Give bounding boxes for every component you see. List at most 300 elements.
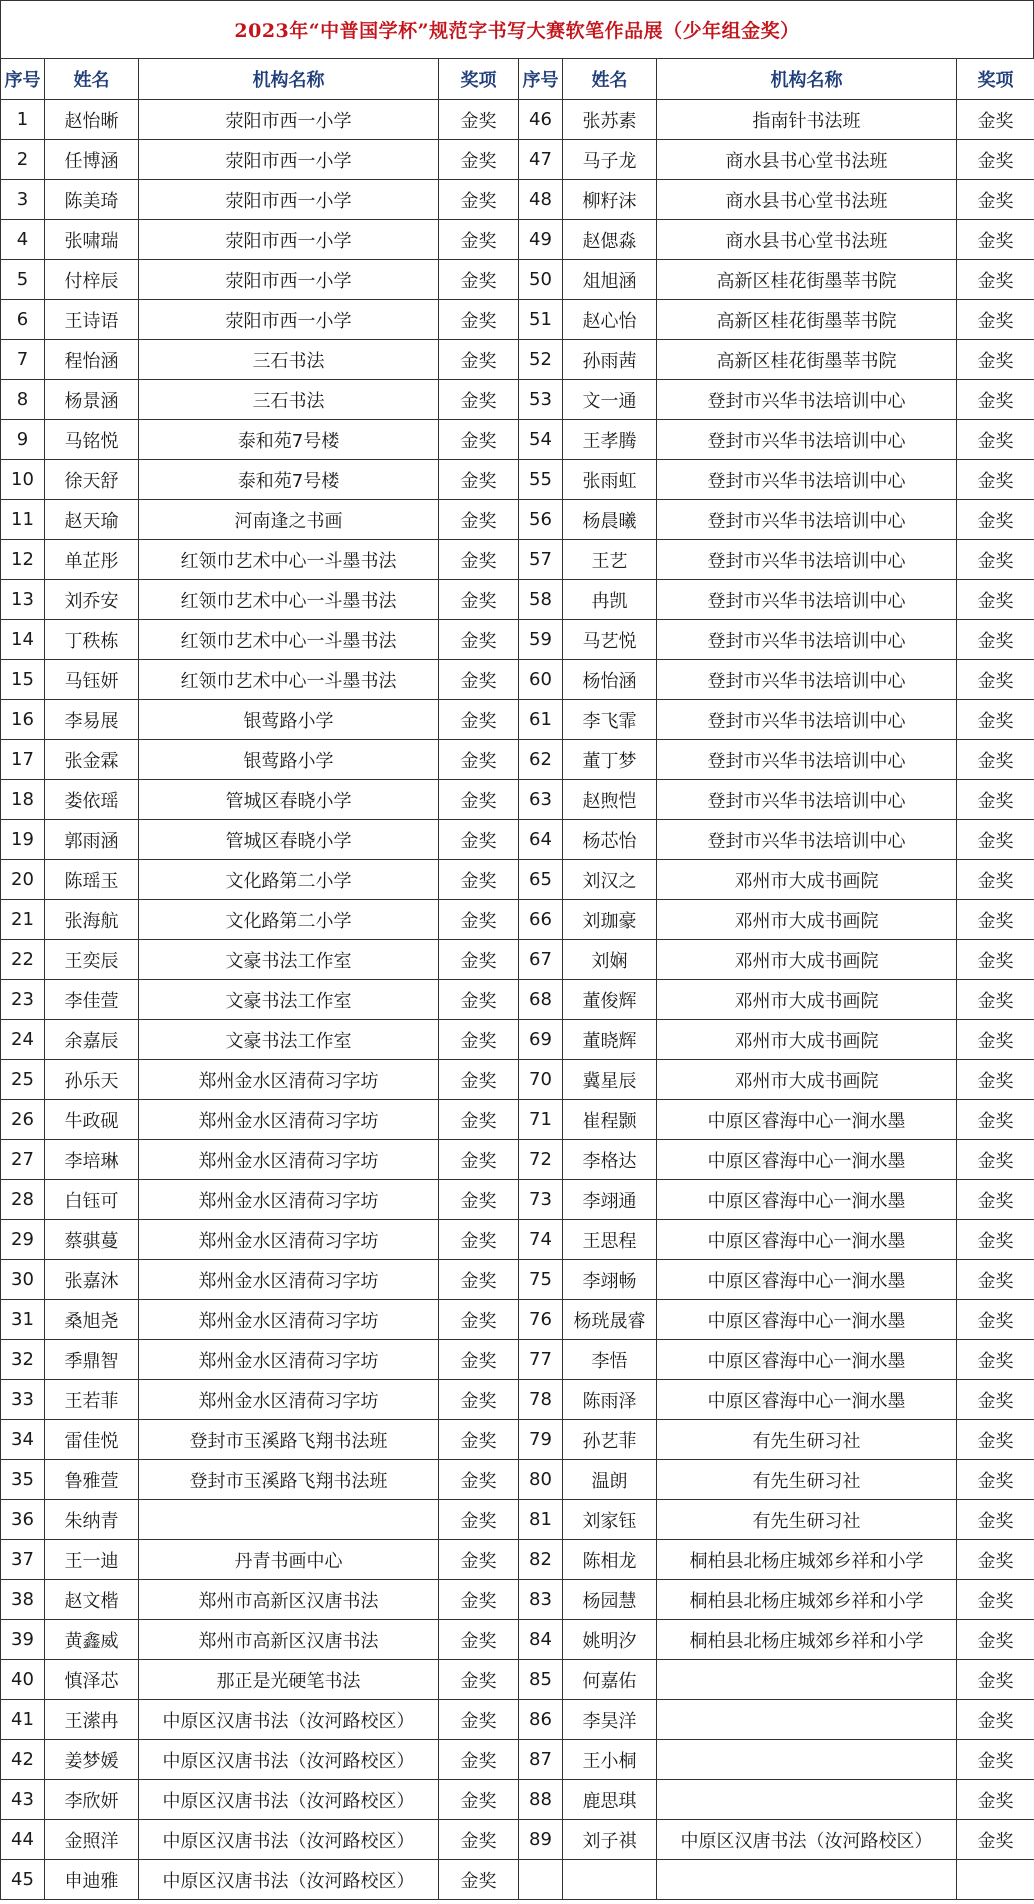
cell-no-left: 31 xyxy=(1,1300,45,1340)
cell-org-left: 中原区汉唐书法（汝河路校区） xyxy=(139,1700,439,1740)
cell-award-right: 金奖 xyxy=(957,1420,1034,1460)
cell-no-left: 26 xyxy=(1,1100,45,1140)
cell-name-right: 董晓辉 xyxy=(563,1020,657,1060)
cell-award-right: 金奖 xyxy=(957,1820,1034,1860)
cell-name-right: 刘汉之 xyxy=(563,860,657,900)
cell-no-right: 59 xyxy=(519,620,563,660)
table-row xyxy=(1,420,1034,460)
cell-org-left: 三石书法 xyxy=(139,340,439,380)
cell-org-left: 文化路第二小学 xyxy=(139,860,439,900)
cell-org-left: 泰和苑7号楼 xyxy=(139,420,439,460)
cell-name-right: 马艺悦 xyxy=(563,620,657,660)
cell-name-right: 马子龙 xyxy=(563,140,657,180)
table-row xyxy=(1,580,1034,620)
cell-org-left: 中原区汉唐书法（汝河路校区） xyxy=(139,1740,439,1780)
cell-org-left: 郑州金水区清荷习字坊 xyxy=(139,1180,439,1220)
cell-award-left: 金奖 xyxy=(439,1380,519,1420)
cell-org-left: 中原区汉唐书法（汝河路校区） xyxy=(139,1820,439,1860)
table-row xyxy=(1,100,1034,140)
cell-org-left: 管城区春晓小学 xyxy=(139,820,439,860)
cell-org-right: 登封市兴华书法培训中心 xyxy=(657,540,957,580)
cell-name-left: 孙乐天 xyxy=(45,1060,139,1100)
cell-award-left: 金奖 xyxy=(439,540,519,580)
cell-no-right: 60 xyxy=(519,660,563,700)
cell-org-right: 商水县书心堂书法班 xyxy=(657,220,957,260)
cell-org-right: 中原区睿海中心一涧水墨 xyxy=(657,1220,957,1260)
cell-no-right: 47 xyxy=(519,140,563,180)
cell-no-left: 22 xyxy=(1,940,45,980)
cell-org-right: 高新区桂花街墨莘书院 xyxy=(657,260,957,300)
table-row xyxy=(1,1620,1034,1660)
table-row xyxy=(1,740,1034,780)
cell-award-left: 金奖 xyxy=(439,1860,519,1900)
table-row xyxy=(1,860,1034,900)
cell-award-right: 金奖 xyxy=(957,620,1034,660)
cell-org-right: 中原区睿海中心一涧水墨 xyxy=(657,1140,957,1180)
cell-name-right: 孙雨茜 xyxy=(563,340,657,380)
cell-award-right: 金奖 xyxy=(957,1700,1034,1740)
cell-no-right: 62 xyxy=(519,740,563,780)
cell-org-right: 商水县书心堂书法班 xyxy=(657,140,957,180)
cell-name-right: 赵偲淼 xyxy=(563,220,657,260)
cell-no-left: 2 xyxy=(1,140,45,180)
cell-org-right: 中原区汉唐书法（汝河路校区） xyxy=(657,1820,957,1860)
cell-name-right: 李飞霏 xyxy=(563,700,657,740)
table-row xyxy=(1,460,1034,500)
cell-award-left: 金奖 xyxy=(439,1580,519,1620)
cell-no-left: 36 xyxy=(1,1500,45,1540)
cell-org-right: 登封市兴华书法培训中心 xyxy=(657,620,957,660)
cell-name-left: 白钰可 xyxy=(45,1180,139,1220)
cell-no-left: 39 xyxy=(1,1620,45,1660)
cell-org-left: 丹青书画中心 xyxy=(139,1540,439,1580)
cell-name-right: 鹿思琪 xyxy=(563,1780,657,1820)
empty-cell-right xyxy=(657,1860,957,1900)
empty-cell-right xyxy=(519,1860,563,1900)
cell-name-left: 李培琳 xyxy=(45,1140,139,1180)
cell-award-right: 金奖 xyxy=(957,780,1034,820)
table-row xyxy=(1,220,1034,260)
cell-award-left: 金奖 xyxy=(439,860,519,900)
cell-award-left: 金奖 xyxy=(439,980,519,1020)
table-row xyxy=(1,260,1034,300)
cell-name-right: 杨晨曦 xyxy=(563,500,657,540)
cell-name-left: 王潆冉 xyxy=(45,1700,139,1740)
cell-award-right: 金奖 xyxy=(957,740,1034,780)
table-row xyxy=(1,1500,1034,1540)
cell-no-left: 38 xyxy=(1,1580,45,1620)
cell-name-left: 余嘉辰 xyxy=(45,1020,139,1060)
cell-award-right: 金奖 xyxy=(957,900,1034,940)
cell-award-right: 金奖 xyxy=(957,1020,1034,1060)
cell-org-right: 登封市兴华书法培训中心 xyxy=(657,580,957,620)
cell-no-left: 5 xyxy=(1,260,45,300)
cell-no-left: 8 xyxy=(1,380,45,420)
cell-no-right: 51 xyxy=(519,300,563,340)
cell-org-right: 指南针书法班 xyxy=(657,100,957,140)
cell-org-right: 邓州市大成书画院 xyxy=(657,900,957,940)
cell-award-left: 金奖 xyxy=(439,260,519,300)
cell-award-right: 金奖 xyxy=(957,1260,1034,1300)
cell-no-left: 17 xyxy=(1,740,45,780)
cell-org-left: 红领巾艺术中心一斗墨书法 xyxy=(139,580,439,620)
table-row xyxy=(1,1060,1034,1100)
cell-award-left: 金奖 xyxy=(439,620,519,660)
cell-award-right: 金奖 xyxy=(957,140,1034,180)
table-body xyxy=(1,100,1034,1900)
cell-org-right xyxy=(657,1780,957,1820)
table-row xyxy=(1,1580,1034,1620)
cell-org-left: 郑州金水区清荷习字坊 xyxy=(139,1100,439,1140)
cell-award-right: 金奖 xyxy=(957,220,1034,260)
table-row xyxy=(1,1860,1034,1900)
cell-org-left: 郑州市高新区汉唐书法 xyxy=(139,1620,439,1660)
cell-award-left: 金奖 xyxy=(439,300,519,340)
cell-org-left: 郑州金水区清荷习字坊 xyxy=(139,1220,439,1260)
cell-award-right: 金奖 xyxy=(957,300,1034,340)
cell-name-right: 杨怡涵 xyxy=(563,660,657,700)
cell-award-right: 金奖 xyxy=(957,1740,1034,1780)
cell-no-left: 41 xyxy=(1,1700,45,1740)
header-org-left: 机构名称 xyxy=(139,59,439,100)
cell-no-right: 79 xyxy=(519,1420,563,1460)
cell-no-left: 42 xyxy=(1,1740,45,1780)
cell-no-left: 44 xyxy=(1,1820,45,1860)
cell-name-right: 杨珖晟睿 xyxy=(563,1300,657,1340)
cell-no-right: 49 xyxy=(519,220,563,260)
cell-org-left: 三石书法 xyxy=(139,380,439,420)
cell-award-left: 金奖 xyxy=(439,1140,519,1180)
table-row xyxy=(1,1340,1034,1380)
table-row xyxy=(1,620,1034,660)
cell-org-left: 郑州金水区清荷习字坊 xyxy=(139,1260,439,1300)
award-table xyxy=(0,58,1034,1900)
cell-name-right: 刘子祺 xyxy=(563,1820,657,1860)
header-award-left: 奖项 xyxy=(439,59,519,100)
cell-award-right: 金奖 xyxy=(957,820,1034,860)
cell-name-right: 王思程 xyxy=(563,1220,657,1260)
cell-award-left: 金奖 xyxy=(439,140,519,180)
cell-no-right: 80 xyxy=(519,1460,563,1500)
table-row xyxy=(1,980,1034,1020)
header-row xyxy=(1,59,1034,100)
cell-org-right: 高新区桂花街墨莘书院 xyxy=(657,340,957,380)
cell-org-left: 中原区汉唐书法（汝河路校区） xyxy=(139,1780,439,1820)
cell-org-left: 荥阳市西一小学 xyxy=(139,300,439,340)
cell-name-right: 张苏素 xyxy=(563,100,657,140)
cell-org-left: 那正是光硬笔书法 xyxy=(139,1660,439,1700)
cell-name-right: 李翊通 xyxy=(563,1180,657,1220)
cell-award-left: 金奖 xyxy=(439,1020,519,1060)
cell-name-left: 张啸瑞 xyxy=(45,220,139,260)
table-row xyxy=(1,900,1034,940)
cell-name-right: 姚明汐 xyxy=(563,1620,657,1660)
cell-org-left: 银莺路小学 xyxy=(139,700,439,740)
cell-no-right: 72 xyxy=(519,1140,563,1180)
cell-name-left: 张海航 xyxy=(45,900,139,940)
table-row xyxy=(1,700,1034,740)
cell-no-right: 89 xyxy=(519,1820,563,1860)
cell-award-left: 金奖 xyxy=(439,1340,519,1380)
table-row xyxy=(1,180,1034,220)
cell-award-right: 金奖 xyxy=(957,940,1034,980)
cell-no-right: 48 xyxy=(519,180,563,220)
cell-org-right: 高新区桂花街墨莘书院 xyxy=(657,300,957,340)
cell-org-right: 登封市兴华书法培训中心 xyxy=(657,820,957,860)
table-row xyxy=(1,1020,1034,1060)
table-row xyxy=(1,1660,1034,1700)
table-row xyxy=(1,1740,1034,1780)
cell-award-left: 金奖 xyxy=(439,180,519,220)
table-row xyxy=(1,140,1034,180)
cell-award-right: 金奖 xyxy=(957,700,1034,740)
cell-no-left: 37 xyxy=(1,1540,45,1580)
cell-award-right: 金奖 xyxy=(957,420,1034,460)
cell-no-right: 66 xyxy=(519,900,563,940)
cell-org-left: 郑州金水区清荷习字坊 xyxy=(139,1340,439,1380)
cell-name-right: 温朗 xyxy=(563,1460,657,1500)
cell-no-left: 15 xyxy=(1,660,45,700)
cell-org-left: 郑州金水区清荷习字坊 xyxy=(139,1060,439,1100)
header-no-right: 序号 xyxy=(519,59,563,100)
cell-no-right: 63 xyxy=(519,780,563,820)
cell-name-left: 付梓辰 xyxy=(45,260,139,300)
cell-no-right: 50 xyxy=(519,260,563,300)
cell-award-left: 金奖 xyxy=(439,1260,519,1300)
cell-org-right: 有先生研习社 xyxy=(657,1460,957,1500)
cell-org-right: 登封市兴华书法培训中心 xyxy=(657,700,957,740)
cell-org-left: 荥阳市西一小学 xyxy=(139,220,439,260)
cell-no-left: 28 xyxy=(1,1180,45,1220)
cell-award-left: 金奖 xyxy=(439,580,519,620)
cell-award-right: 金奖 xyxy=(957,500,1034,540)
cell-org-left: 红领巾艺术中心一斗墨书法 xyxy=(139,660,439,700)
table-row xyxy=(1,940,1034,980)
cell-award-right: 金奖 xyxy=(957,460,1034,500)
cell-no-right: 67 xyxy=(519,940,563,980)
cell-name-left: 李易展 xyxy=(45,700,139,740)
cell-award-left: 金奖 xyxy=(439,100,519,140)
cell-name-right: 冀星辰 xyxy=(563,1060,657,1100)
table-row xyxy=(1,1420,1034,1460)
cell-award-right: 金奖 xyxy=(957,1580,1034,1620)
cell-award-left: 金奖 xyxy=(439,1220,519,1260)
cell-no-left: 19 xyxy=(1,820,45,860)
cell-org-right: 登封市兴华书法培训中心 xyxy=(657,500,957,540)
cell-award-right: 金奖 xyxy=(957,1300,1034,1340)
cell-org-right: 登封市兴华书法培训中心 xyxy=(657,740,957,780)
cell-org-right: 中原区睿海中心一涧水墨 xyxy=(657,1300,957,1340)
cell-org-left: 荥阳市西一小学 xyxy=(139,260,439,300)
cell-no-left: 16 xyxy=(1,700,45,740)
empty-cell-right xyxy=(563,1860,657,1900)
cell-award-left: 金奖 xyxy=(439,780,519,820)
cell-org-right: 登封市兴华书法培训中心 xyxy=(657,660,957,700)
cell-name-right: 俎旭涵 xyxy=(563,260,657,300)
cell-org-right: 登封市兴华书法培训中心 xyxy=(657,460,957,500)
cell-org-left: 郑州金水区清荷习字坊 xyxy=(139,1140,439,1180)
cell-org-right: 桐柏县北杨庄城郊乡祥和小学 xyxy=(657,1540,957,1580)
cell-no-right: 82 xyxy=(519,1540,563,1580)
cell-award-right: 金奖 xyxy=(957,1140,1034,1180)
cell-name-left: 程怡涵 xyxy=(45,340,139,380)
cell-award-left: 金奖 xyxy=(439,460,519,500)
cell-name-left: 赵怡晰 xyxy=(45,100,139,140)
header-award-right: 奖项 xyxy=(957,59,1034,100)
cell-no-right: 81 xyxy=(519,1500,563,1540)
cell-no-right: 75 xyxy=(519,1260,563,1300)
table-row xyxy=(1,1540,1034,1580)
cell-award-right: 金奖 xyxy=(957,1340,1034,1380)
table-row xyxy=(1,820,1034,860)
cell-no-left: 11 xyxy=(1,500,45,540)
cell-org-left: 文豪书法工作室 xyxy=(139,1020,439,1060)
cell-name-left: 丁秩栋 xyxy=(45,620,139,660)
cell-name-left: 姜梦媛 xyxy=(45,1740,139,1780)
table-row xyxy=(1,1220,1034,1260)
cell-no-right: 55 xyxy=(519,460,563,500)
cell-award-left: 金奖 xyxy=(439,1100,519,1140)
cell-name-left: 赵文楷 xyxy=(45,1580,139,1620)
cell-org-right: 中原区睿海中心一涧水墨 xyxy=(657,1180,957,1220)
table-row xyxy=(1,540,1034,580)
cell-org-right: 邓州市大成书画院 xyxy=(657,1060,957,1100)
cell-no-right: 71 xyxy=(519,1100,563,1140)
table-row xyxy=(1,1780,1034,1820)
cell-award-right: 金奖 xyxy=(957,1100,1034,1140)
cell-award-left: 金奖 xyxy=(439,1660,519,1700)
cell-award-right: 金奖 xyxy=(957,1780,1034,1820)
cell-award-left: 金奖 xyxy=(439,1620,519,1660)
cell-no-left: 13 xyxy=(1,580,45,620)
table-row xyxy=(1,1260,1034,1300)
cell-no-left: 20 xyxy=(1,860,45,900)
cell-no-left: 23 xyxy=(1,980,45,1020)
table-row xyxy=(1,380,1034,420)
table-row xyxy=(1,300,1034,340)
cell-name-left: 娄依瑶 xyxy=(45,780,139,820)
cell-org-right: 邓州市大成书画院 xyxy=(657,940,957,980)
cell-award-left: 金奖 xyxy=(439,1180,519,1220)
cell-name-right: 董丁梦 xyxy=(563,740,657,780)
cell-org-right xyxy=(657,1660,957,1700)
cell-no-right: 73 xyxy=(519,1180,563,1220)
cell-no-right: 65 xyxy=(519,860,563,900)
cell-name-right: 赵煦恺 xyxy=(563,780,657,820)
cell-award-left: 金奖 xyxy=(439,940,519,980)
cell-no-left: 24 xyxy=(1,1020,45,1060)
cell-name-left: 桑旭尧 xyxy=(45,1300,139,1340)
cell-org-right: 邓州市大成书画院 xyxy=(657,860,957,900)
cell-no-right: 52 xyxy=(519,340,563,380)
cell-org-right xyxy=(657,1740,957,1780)
cell-org-left: 文化路第二小学 xyxy=(139,900,439,940)
table-row xyxy=(1,1300,1034,1340)
cell-name-right: 王孝腾 xyxy=(563,420,657,460)
cell-name-right: 陈雨泽 xyxy=(563,1380,657,1420)
cell-name-left: 鲁雅萱 xyxy=(45,1460,139,1500)
cell-org-right: 中原区睿海中心一涧水墨 xyxy=(657,1340,957,1380)
cell-award-left: 金奖 xyxy=(439,220,519,260)
empty-cell-right xyxy=(957,1860,1034,1900)
cell-name-right: 孙艺菲 xyxy=(563,1420,657,1460)
cell-name-right: 杨芯怡 xyxy=(563,820,657,860)
cell-no-left: 21 xyxy=(1,900,45,940)
cell-award-right: 金奖 xyxy=(957,1180,1034,1220)
cell-award-right: 金奖 xyxy=(957,860,1034,900)
cell-award-right: 金奖 xyxy=(957,1060,1034,1100)
cell-award-right: 金奖 xyxy=(957,1660,1034,1700)
cell-no-right: 46 xyxy=(519,100,563,140)
cell-name-left: 郭雨涵 xyxy=(45,820,139,860)
cell-award-right: 金奖 xyxy=(957,100,1034,140)
cell-no-left: 43 xyxy=(1,1780,45,1820)
cell-award-right: 金奖 xyxy=(957,380,1034,420)
cell-no-left: 7 xyxy=(1,340,45,380)
cell-name-right: 王艺 xyxy=(563,540,657,580)
cell-name-right: 刘家钰 xyxy=(563,1500,657,1540)
cell-award-right: 金奖 xyxy=(957,1620,1034,1660)
cell-award-right: 金奖 xyxy=(957,1500,1034,1540)
cell-name-left: 王奕辰 xyxy=(45,940,139,980)
cell-name-right: 李格达 xyxy=(563,1140,657,1180)
cell-no-right: 84 xyxy=(519,1620,563,1660)
cell-award-right: 金奖 xyxy=(957,1460,1034,1500)
cell-no-right: 56 xyxy=(519,500,563,540)
cell-no-left: 45 xyxy=(1,1860,45,1900)
cell-award-left: 金奖 xyxy=(439,1740,519,1780)
cell-no-left: 34 xyxy=(1,1420,45,1460)
cell-name-right: 赵心怡 xyxy=(563,300,657,340)
cell-name-left: 赵天瑜 xyxy=(45,500,139,540)
cell-org-right: 桐柏县北杨庄城郊乡祥和小学 xyxy=(657,1580,957,1620)
cell-no-right: 83 xyxy=(519,1580,563,1620)
cell-org-right: 登封市兴华书法培训中心 xyxy=(657,380,957,420)
cell-org-left xyxy=(139,1500,439,1540)
cell-no-left: 27 xyxy=(1,1140,45,1180)
cell-name-left: 单芷彤 xyxy=(45,540,139,580)
cell-org-left: 荥阳市西一小学 xyxy=(139,180,439,220)
table-row xyxy=(1,500,1034,540)
cell-no-right: 58 xyxy=(519,580,563,620)
cell-name-left: 马铭悦 xyxy=(45,420,139,460)
cell-org-left: 银莺路小学 xyxy=(139,740,439,780)
cell-org-left: 郑州市高新区汉唐书法 xyxy=(139,1580,439,1620)
cell-name-left: 李佳萱 xyxy=(45,980,139,1020)
cell-org-right: 登封市兴华书法培训中心 xyxy=(657,420,957,460)
cell-name-right: 刘珈豪 xyxy=(563,900,657,940)
cell-org-left: 中原区汉唐书法（汝河路校区） xyxy=(139,1860,439,1900)
cell-no-left: 18 xyxy=(1,780,45,820)
cell-org-right: 桐柏县北杨庄城郊乡祥和小学 xyxy=(657,1620,957,1660)
cell-org-left: 管城区春晓小学 xyxy=(139,780,439,820)
cell-org-left: 登封市玉溪路飞翔书法班 xyxy=(139,1460,439,1500)
cell-no-right: 86 xyxy=(519,1700,563,1740)
cell-award-left: 金奖 xyxy=(439,1500,519,1540)
cell-no-left: 29 xyxy=(1,1220,45,1260)
cell-org-right: 商水县书心堂书法班 xyxy=(657,180,957,220)
cell-no-right: 64 xyxy=(519,820,563,860)
cell-name-right: 崔程颢 xyxy=(563,1100,657,1140)
cell-award-left: 金奖 xyxy=(439,700,519,740)
table-row xyxy=(1,660,1034,700)
cell-org-left: 郑州金水区清荷习字坊 xyxy=(139,1380,439,1420)
cell-org-left: 郑州金水区清荷习字坊 xyxy=(139,1300,439,1340)
cell-award-left: 金奖 xyxy=(439,660,519,700)
cell-no-right: 88 xyxy=(519,1780,563,1820)
table-row xyxy=(1,1700,1034,1740)
cell-name-left: 王若菲 xyxy=(45,1380,139,1420)
